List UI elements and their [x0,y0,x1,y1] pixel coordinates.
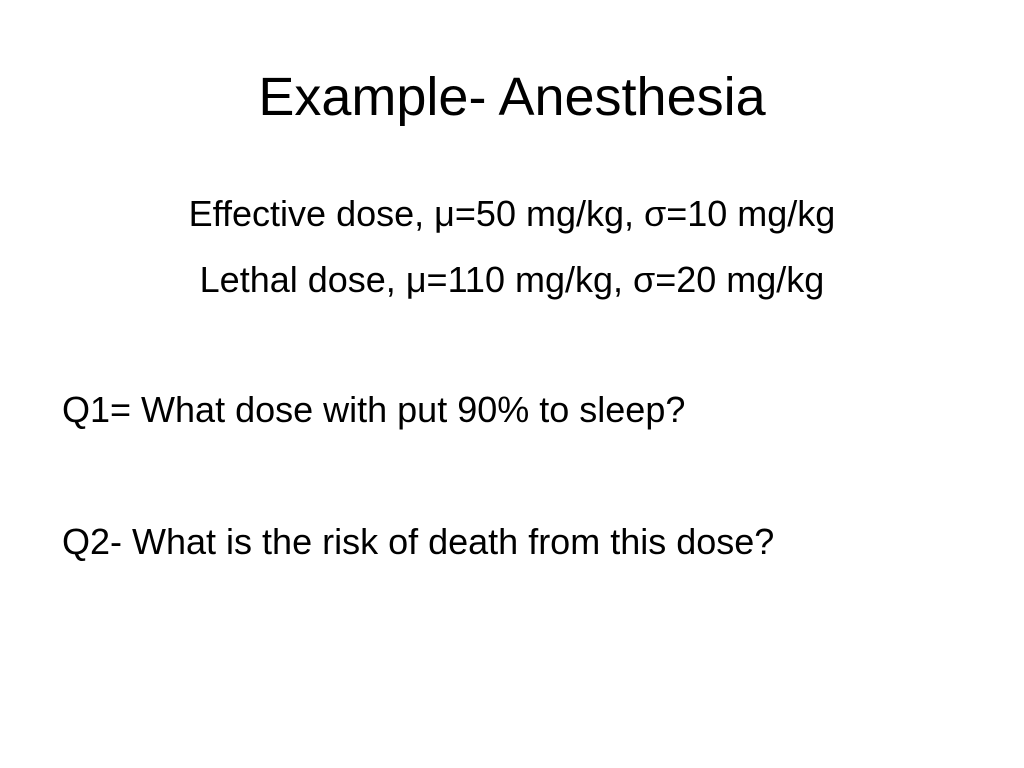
question-2-text: Q2- What is the risk of death from this dose? [62,521,775,562]
lethal-dose-text: Lethal dose, μ=110 mg/kg, σ=20 mg/kg [199,259,825,300]
effective-dose-text: Effective dose, μ=50 mg/kg, σ=10 mg/kg [188,193,836,234]
slide-title: Example- Anesthesia [258,67,766,127]
question-1-text: Q1= What dose with put 90% to sleep? [62,389,686,430]
